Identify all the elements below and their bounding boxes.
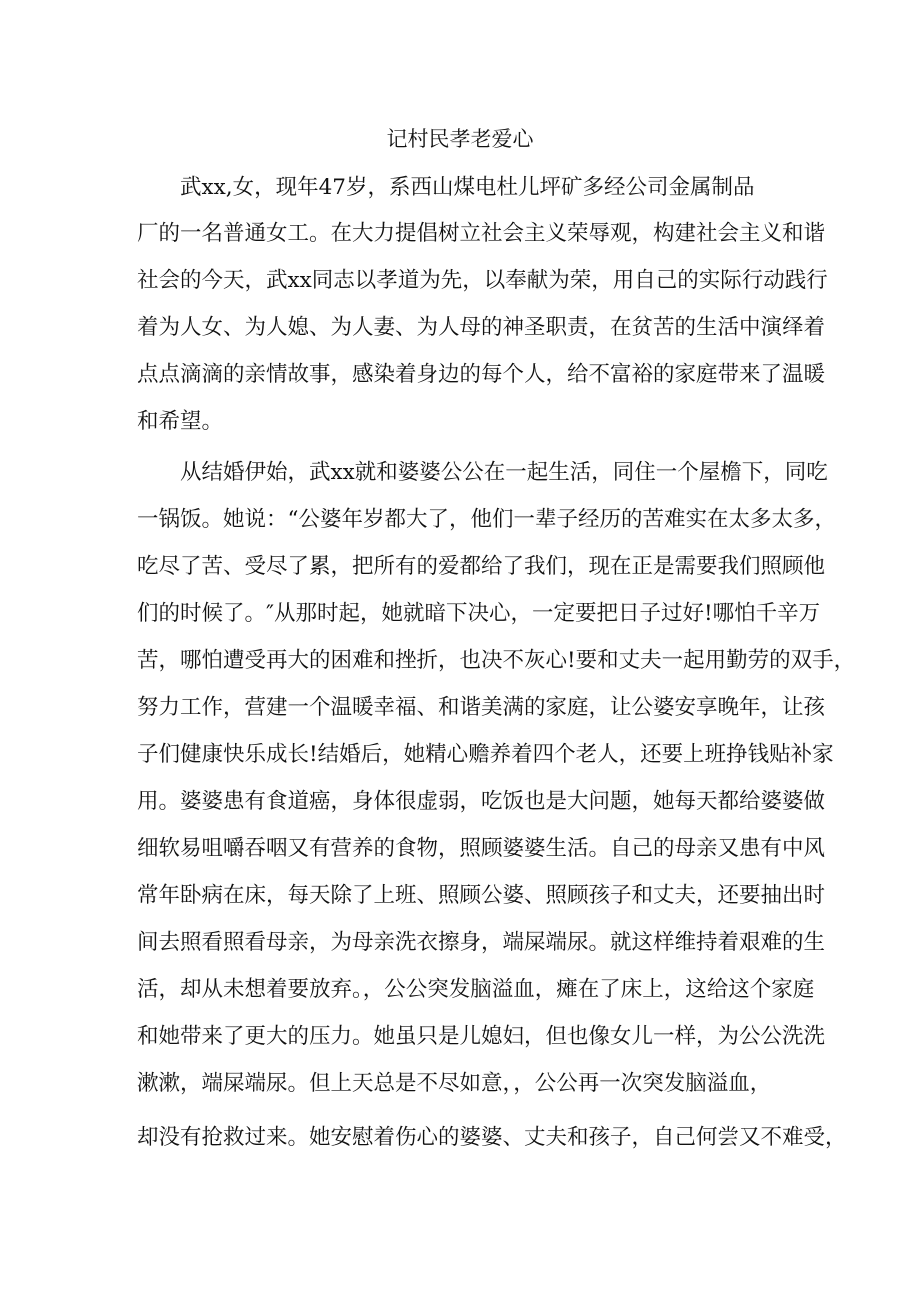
paragraph-line: 一锅饭。她说：“公婆年岁都大了，他们一辈子经历的苦难实在太多太多， — [137, 507, 836, 532]
paragraph-line: 活，却从未想着要放弃。，公公突发脑溢血，瘫在了床上，这给这个家庭 — [137, 977, 815, 1002]
paragraph-line: 漱漱，端屎端尿。但上天总是不尽如意，，公公再一次突发脑溢血， — [137, 1071, 772, 1096]
paragraph-line: 点点滴滴的亲情故事，感染着身边的每个人，给不富裕的家庭带来了温暖 — [137, 362, 826, 387]
paragraph-line: 常年卧病在床，每天除了上班、照顾公婆、照顾孩子和丈夫，还要抽出时 — [137, 883, 826, 908]
paragraph-line: 吃尽了苦、受尽了累，把所有的爱都给了我们，现在正是需要我们照顾他 — [137, 554, 826, 579]
paragraph-line: 苦，哪怕遭受再大的困难和挫折，也决不灰心!要和丈夫一起用勤劳的双手， — [137, 648, 856, 673]
paragraph-line: 和她带来了更大的压力。她虽只是儿媳妇，但也像女儿一样，为公公洗洗 — [137, 1024, 826, 1049]
paragraph-line: 细软易咀嚼吞咽又有营养的食物，照顾婆婆生活。自己的母亲又患有中风 — [137, 836, 826, 861]
paragraph-line: 和希望。 — [137, 409, 224, 434]
paragraph-line: 社会的今天，武xx同志以孝道为先，以奉献为荣，用自己的实际行动践行 — [137, 268, 828, 293]
paragraph-line: 子们健康快乐成长!结婚后，她精心赡养着四个老人，还要上班挣钱贴补家 — [137, 742, 834, 767]
paragraph-line: 却没有抢救过来。她安慰着伤心的婆婆、丈夫和孩子，自己何尝又不难受， — [137, 1125, 847, 1150]
paragraph-line: 用。婆婆患有食道癌，身体很虚弱，吃饭也是大问题，她每天都给婆婆做 — [137, 789, 826, 814]
paragraph-line: 从结婚伊始，武xx就和婆婆公公在一起生活，同住一个屋檐下，同吃 — [180, 460, 828, 485]
paragraph-line: 努力工作，营建一个温暖幸福、和谐美满的家庭，让公婆安享晚年，让孩 — [137, 695, 826, 720]
paragraph-line: 武xx,女，现年47岁，系西山煤电杜儿坪矿多经公司金属制品 — [180, 175, 755, 200]
document-title: 记村民孝老爱心 — [386, 127, 534, 151]
paragraph-line: 着为人女、为人媳、为人妻、为人母的神圣职责，在贫苦的生活中演绎着 — [137, 315, 826, 340]
paragraph-line: 们的时候了。″从那时起，她就暗下决心，一定要把日子过好!哪怕千辛万 — [137, 601, 821, 626]
paragraph-line: 厂的一名普通女工。在大力提倡树立社会主义荣辱观，构建社会主义和谐 — [137, 221, 826, 246]
paragraph-line: 间去照看照看母亲，为母亲洗衣擦身，端屎端尿。就这样维持着艰难的生 — [137, 930, 826, 955]
